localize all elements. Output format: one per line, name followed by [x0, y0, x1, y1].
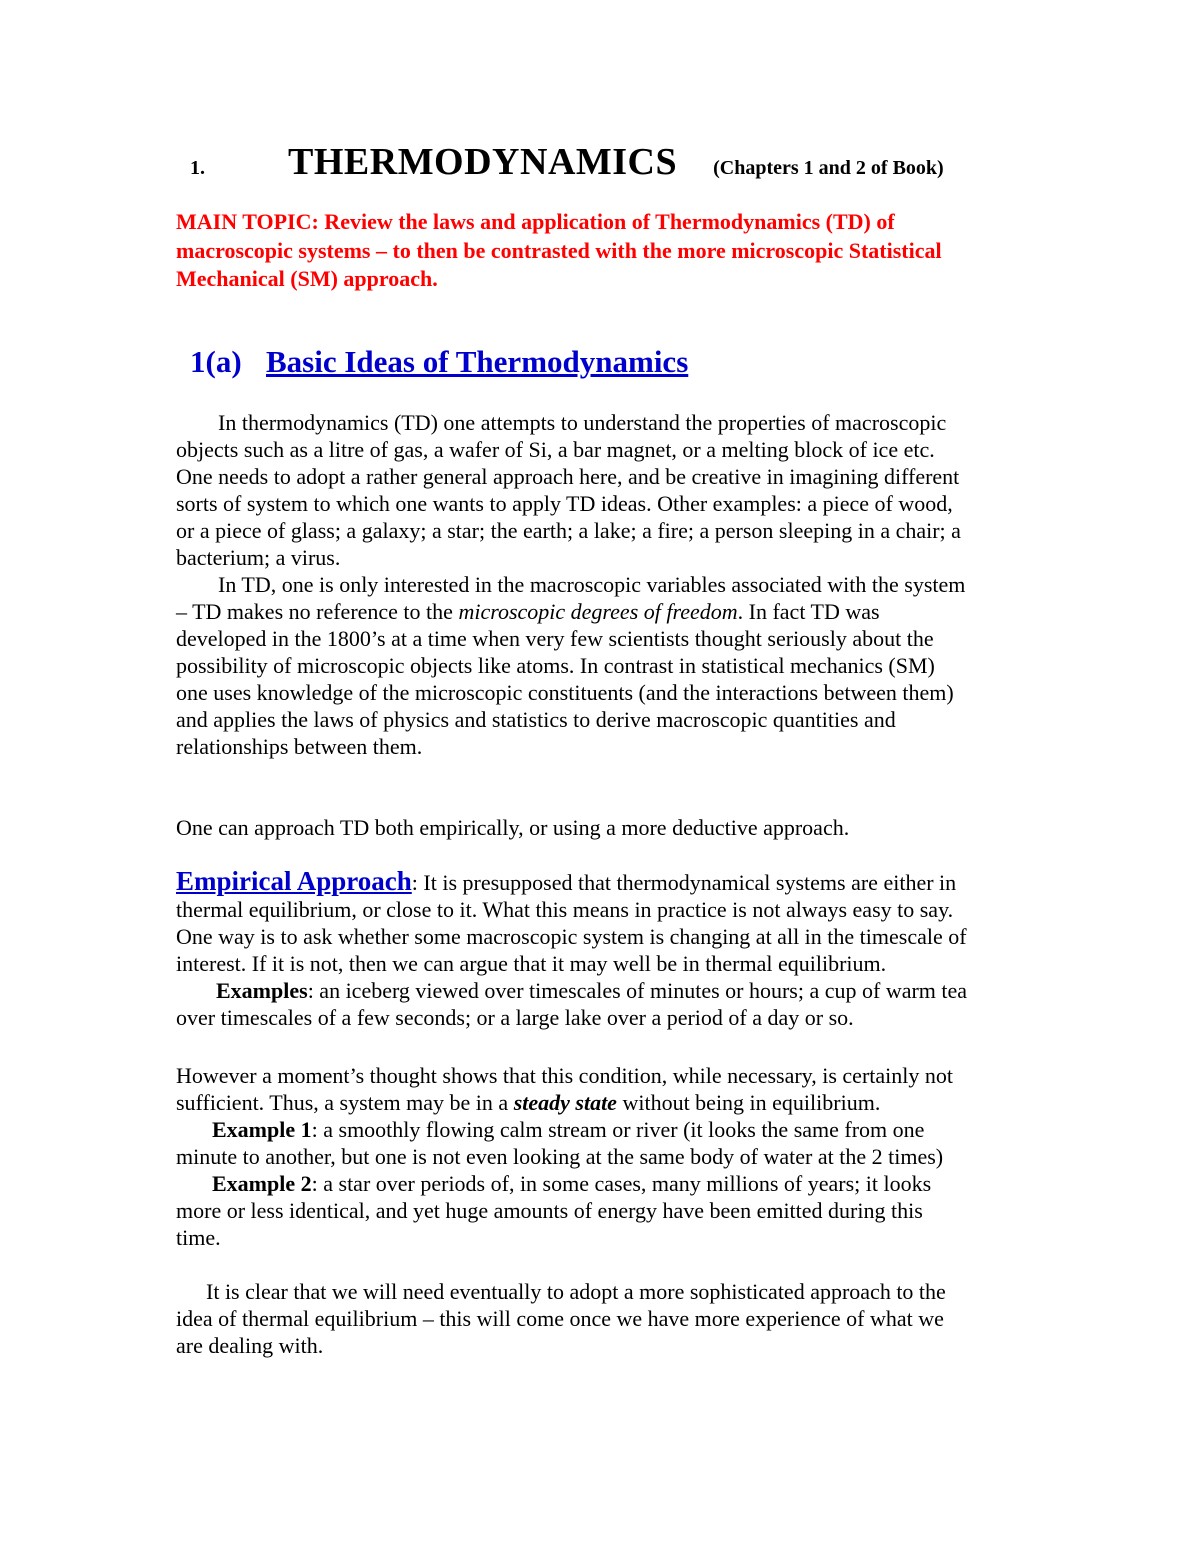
text-run: . In fact TD was — [737, 599, 880, 624]
text-line: and applies the laws of physics and statistics to derive macroscopic quantities and — [176, 707, 896, 732]
intro-paragraph — [176, 409, 1046, 760]
chapter-number: 1. — [190, 157, 205, 179]
text-line — [176, 1089, 1046, 1116]
chapter-title: THERMODYNAMICS — [288, 141, 678, 183]
chapter-heading — [190, 140, 944, 184]
main-topic-line: MAIN TOPIC: Review the laws and application of Thermodynamics (TD) of — [176, 209, 895, 234]
approach-paragraph — [176, 814, 1046, 841]
text-line: interest. If it is not, then we can argue that it may well be in thermal equilibrium. — [176, 951, 887, 976]
emphasis-text: steady state — [513, 1090, 617, 1115]
empirical-paragraph — [176, 868, 1046, 1031]
main-topic-line: macroscopic systems – to then be contrasted with the more microscopic Statistical — [176, 237, 942, 263]
text-run: sufficient. Thus, a system may be in a — [176, 1090, 514, 1115]
empirical-approach-heading: Empirical Approach — [176, 866, 412, 896]
text-line: relationships between them. — [176, 734, 423, 759]
text-run: : an iceberg viewed over timescales of minutes or hours; a cup of warm tea — [307, 978, 968, 1003]
section-number: 1(a) — [190, 344, 242, 379]
conclusion-paragraph — [176, 1278, 1046, 1359]
text-line: One way is to ask whether some macroscopic system is changing at all in the timescale of — [176, 924, 967, 949]
text-line: sorts of system to which one wants to apply TD ideas. Other examples: a piece of wood, — [176, 491, 953, 516]
text-line: more or less identical, and yet huge amounts of energy have been emitted during this — [176, 1198, 923, 1223]
text-line: or a piece of glass; a galaxy; a star; the earth; a lake; a fire; a person sleeping in a chair; a — [176, 518, 961, 543]
text-line: It is clear that we will need eventually to adopt a more sophisticated approach to the — [206, 1279, 946, 1304]
text-line: objects such as a litre of gas, a wafer of Si, a bar magnet, or a melting block of ice etc. — [176, 437, 935, 462]
text-line: One can approach TD both empirically, or using a more deductive approach. — [176, 815, 850, 840]
main-topic-block — [176, 208, 1036, 294]
text-line: over timescales of a few seconds; or a large lake over a period of a day or so. — [176, 1005, 854, 1030]
text-line — [176, 868, 1046, 896]
text-line — [176, 977, 1046, 1004]
text-run: without being in equilibrium. — [616, 1090, 881, 1115]
text-line: thermal equilibrium, or close to it. What this means in practice is not always easy to say. — [176, 897, 954, 922]
text-line: one uses knowledge of the microscopic constituents (and the interactions between them) — [176, 680, 954, 705]
bold-label: Examples — [216, 978, 308, 1003]
text-run: : a smoothly flowing calm stream or river (it looks the same from one — [311, 1117, 925, 1142]
text-run: : It is presupposed that thermodynamical systems are either in — [411, 870, 957, 895]
text-line — [176, 1170, 1046, 1197]
text-line: bacterium; a virus. — [176, 545, 341, 570]
section-heading — [190, 344, 688, 380]
section-title: Basic Ideas of Thermodynamics — [266, 344, 689, 379]
text-line — [176, 598, 1046, 625]
emphasis-text: microscopic degrees of freedom — [458, 599, 738, 624]
bold-label: Example 1 — [212, 1117, 312, 1142]
text-run: – TD makes no reference to the — [176, 599, 459, 624]
text-line: time. — [176, 1225, 221, 1250]
text-line: possibility of microscopic objects like atoms. In contrast in statistical mechanics (SM) — [176, 653, 935, 678]
text-line: One needs to adopt a rather general approach here, and be creative in imagining different — [176, 464, 960, 489]
text-line: In TD, one is only interested in the macroscopic variables associated with the system — [218, 572, 966, 597]
text-line — [176, 1116, 1046, 1143]
main-topic-line: Mechanical (SM) approach. — [176, 266, 438, 291]
bold-label: Example 2 — [212, 1171, 312, 1196]
steady-state-paragraph — [176, 1062, 1046, 1251]
text-line: developed in the 1800’s at a time when very few scientists thought seriously about the — [176, 626, 934, 651]
text-line: idea of thermal equilibrium – this will come once we have more experience of what we — [176, 1306, 944, 1331]
text-run: : a star over periods of, in some cases, many millions of years; it looks — [311, 1171, 932, 1196]
text-line: are dealing with. — [176, 1333, 324, 1358]
text-line: In thermodynamics (TD) one attempts to understand the properties of macroscopic — [218, 410, 947, 435]
chapter-subtitle: (Chapters 1 and 2 of Book) — [713, 157, 944, 179]
text-line: minute to another, but one is not even looking at the same body of water at the 2 times) — [176, 1144, 944, 1169]
text-line: However a moment’s thought shows that this condition, while necessary, is certainly not — [176, 1063, 953, 1088]
